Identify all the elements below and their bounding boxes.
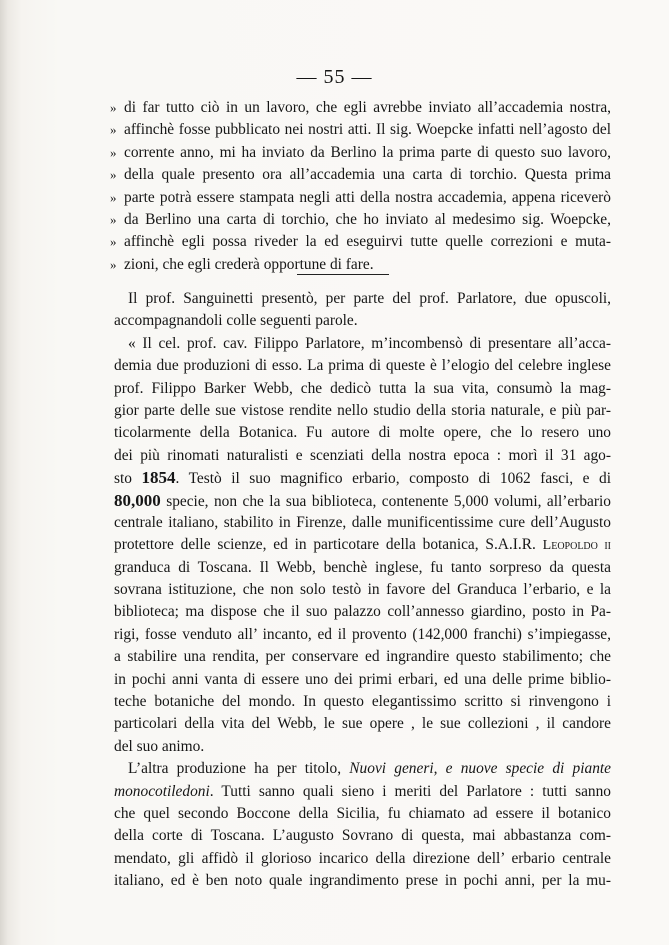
text-line: mendato, gli affidò il glorioso incarico della direzione dell’ erbario centrale	[114, 849, 611, 867]
text-line: in pochi anni vanta di essere uno dei primi erbari, ed una delle prime biblio-	[114, 670, 611, 688]
text-line: 80,000 specie, non che la sua biblioteca, contenente 5,000 volumi, all’erbario	[114, 490, 611, 510]
quote-line: » della quale presento ora all’accademia una carta di torchio. Questa prima	[114, 164, 611, 186]
quote-line: » affinchè egli possa riveder la ed eseguirvi tutte quelle correzioni e muta-	[114, 231, 611, 253]
quote-line: » da Berlino una carta di torchio, che ho inviato al medesimo sig. Woepcke,	[114, 209, 611, 231]
text-line: che quel secondo Boccone della Sicilia, fu chiamato ad essere il botanico	[114, 804, 611, 822]
text-line: prof. Filippo Barker Webb, che dedicò tutta la sua vita, consumò la mag-	[114, 379, 611, 397]
page-number: — 55 —	[296, 66, 373, 88]
text-line: italiano, ed è ben noto quale ingrandimento prese in pochi anni, per la mu-	[114, 872, 611, 890]
text-line: ticolarmente della Botanica. Fu autore di molte opere, che lo resero uno	[114, 424, 611, 442]
quoted-letter-paragraph	[110, 97, 611, 276]
quote-line: » parte potrà essere stampata negli atti della nostra accademia, appena riceverò	[114, 187, 611, 209]
text-line: accompagnandoli colle seguenti parole.	[114, 312, 358, 330]
text-line: a stabilire una rendita, per conservare ed ingrandire questo stabilimento; che	[114, 648, 611, 666]
quote-mark: »	[110, 100, 117, 115]
text-line: L’altra produzione ha per titolo, Nuovi generi, e nuove specie di piante	[128, 760, 611, 778]
text-line: monocotiledoni. Tutti sanno quali sieno i meriti del Parlatore : tutti sanno	[114, 782, 611, 800]
quote-mark: »	[110, 234, 117, 250]
quote-line: » zioni, che egli crederà opportune di fare.	[114, 254, 611, 276]
quote-mark: »	[110, 122, 117, 138]
quote-mark: »	[110, 167, 117, 183]
quote-line: » di far tutto ciò in un lavoro, che egli avrebbe inviato all’accademia nostra,	[114, 97, 611, 119]
text-line: teche botaniche del mondo. In questo elegantissimo scritto si rinvengono i	[114, 693, 611, 711]
text-line: sovrana istituzione, che non solo testò in favore del Granduca l’erbario, e la	[114, 581, 611, 599]
quote-mark: »	[110, 144, 117, 160]
text-line: della corte di Toscana. L’augusto Sovrano di questa, mai abbastanza com-	[114, 827, 611, 845]
text-line: gior parte delle sue vistose rendite nello studio della storia naturale, e più par-	[114, 401, 611, 419]
text-line: demia due produzioni di esso. La prima di queste è l’elogio del celebre inglese	[114, 357, 611, 375]
body-text	[114, 288, 611, 893]
section-divider	[297, 274, 389, 275]
text-line: Il prof. Sanguinetti presentò, per parte del prof. Parlatore, due opuscoli,	[128, 290, 611, 307]
text-line: del suo animo.	[114, 737, 205, 755]
text-line: particolari della vita del Webb, le sue opere , le sue collezioni , il candore	[114, 715, 611, 733]
text-line: dei più rinomati naturalisti e scenziati della nostra epoca : morì il 31 ago-	[114, 446, 611, 464]
text-line: centrale italiano, stabilito in Firenze, dalle munificentissime cure dell’Augusto	[114, 513, 611, 531]
text-line: biblioteca; ma dispose che il suo palazzo coll’annesso giardino, posto in Pa-	[114, 603, 611, 621]
quote-mark: »	[110, 211, 117, 227]
quote-mark: »	[110, 256, 117, 272]
quote-line: » corrente anno, mi ha inviato da Berlino la prima parte di questo suo lavoro,	[114, 142, 611, 164]
text-line: « Il cel. prof. cav. Filippo Parlatore, m’incombensò di presentare all’acca-	[128, 334, 611, 352]
quote-mark: »	[110, 189, 117, 205]
text-line: rigi, fosse venduto all’ incanto, ed il provento (142,000 franchi) s’impiegasse,	[114, 625, 611, 643]
quote-line: » affinchè fosse pubblicato nei nostri atti. Il sig. Woepcke infatti nell’agosto del	[114, 119, 611, 141]
text-line: protettore delle scienze, ed in particotare della botanica, S.A.I.R. Leopoldo ii	[114, 536, 611, 554]
text-line: granduca di Toscana. Il Webb, benchè inglese, fu tanto sorpreso da questa	[114, 558, 611, 576]
text-line: sto 1854. Testò il suo magnifico erbario, composto di 1062 fasci, e di	[114, 468, 611, 488]
